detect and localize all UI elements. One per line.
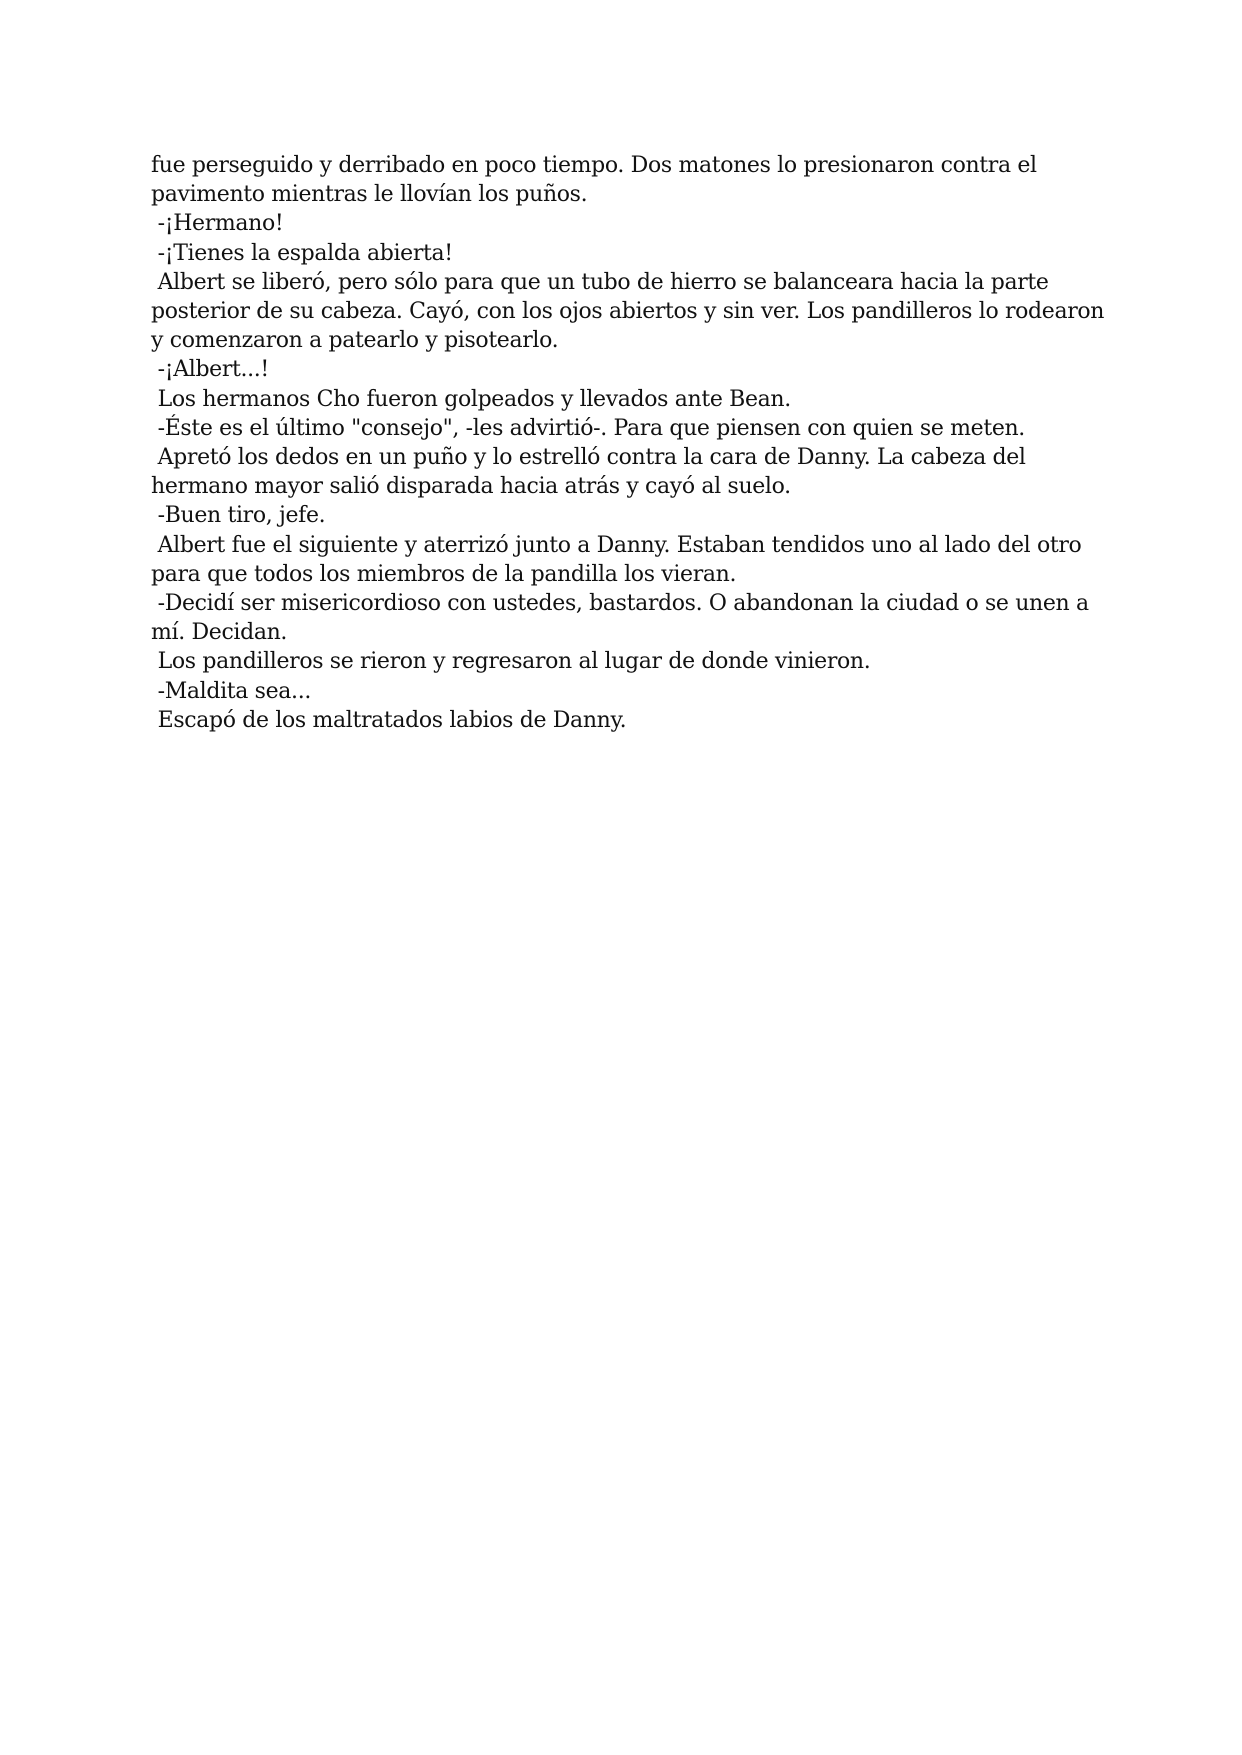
text-line: Albert fue el siguiente y aterrizó junto a Danny. Estaban tendidos uno al lado del otro bbox=[151, 532, 1082, 558]
text-line: -Decidí ser misericordioso con ustedes, bastardos. O abandonan la ciudad o se unen a bbox=[151, 591, 1089, 617]
text-line: fue perseguido y derribado en poco tiempo. Dos matones lo presionaron contra el bbox=[151, 153, 1037, 178]
text-line: Apretó los dedos en un puño y lo estrelló contra la cara de Danny. La cabeza del bbox=[151, 445, 1026, 471]
text-line: -Éste es el último "consejo", -les advirtió-. Para que piensen con quien se meten. bbox=[151, 415, 1025, 441]
text-line: Los pandilleros se rieron y regresaron al lugar de donde vinieron. bbox=[151, 649, 871, 675]
text-line: Escapó de los maltratados labios de Danny. bbox=[151, 707, 627, 733]
text-line: mí. Decidan. bbox=[151, 620, 288, 646]
text-line: -Buen tiro, jefe. bbox=[151, 503, 326, 529]
text-line: posterior de su cabeza. Cayó, con los ojos abiertos y sin ver. Los pandilleros lo rodearon bbox=[151, 299, 1105, 325]
text-line: para que todos los miembros de la pandilla los vieran. bbox=[151, 561, 737, 587]
body-text bbox=[151, 151, 1105, 735]
text-line: pavimento mientras le llovían los puños. bbox=[151, 182, 588, 208]
text-line: hermano mayor salió disparada hacia atrás y cayó al suelo. bbox=[151, 474, 791, 500]
text-line: -Maldita sea... bbox=[151, 678, 311, 704]
text-line: -¡Hermano! bbox=[151, 211, 284, 237]
text-line: Albert se liberó, pero sólo para que un tubo de hierro se balanceara hacia la parte bbox=[151, 269, 1049, 295]
text-line: Los hermanos Cho fueron golpeados y llevados ante Bean. bbox=[151, 386, 791, 412]
text-line: -¡Tienes la espalda abierta! bbox=[151, 240, 453, 266]
text-line: y comenzaron a patearlo y pisotearlo. bbox=[151, 328, 559, 354]
text-line: -¡Albert...! bbox=[151, 357, 269, 383]
